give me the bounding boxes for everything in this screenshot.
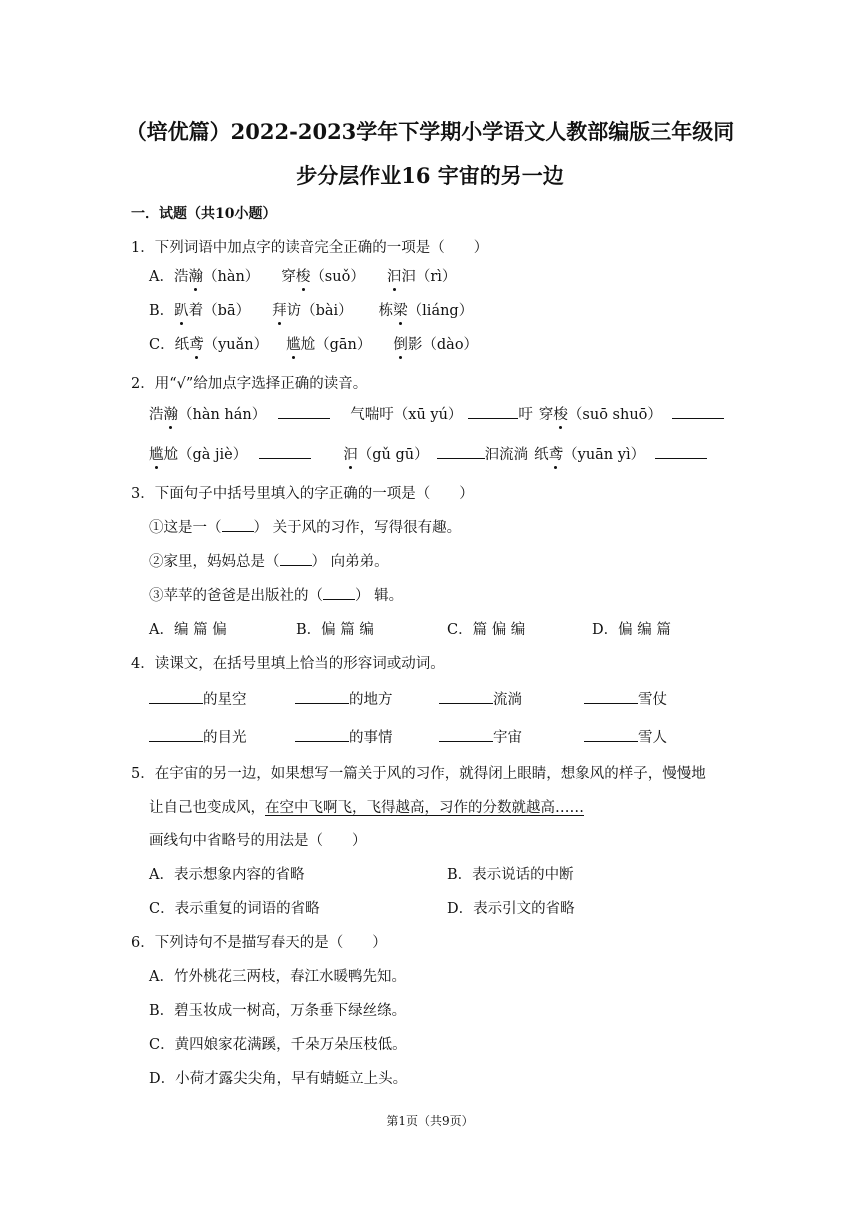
dotted-char: 尴: [286, 333, 301, 354]
answer-blank[interactable]: [259, 444, 311, 459]
answer-blank[interactable]: [295, 689, 349, 704]
q3-option-d: D．偏 编 篇: [592, 622, 671, 638]
q5-option-a: A．表示想象内容的省略: [149, 867, 305, 883]
dotted-char: 拜: [272, 299, 287, 320]
q6-option-d: D．小荷才露尖尖角，早有蜻蜓立上头。: [149, 1071, 408, 1087]
answer-blank[interactable]: [149, 727, 203, 742]
q3-sentence-2: ②家里，妈妈总是（ ） 向弟弟。: [149, 550, 389, 571]
underlined-sentence: 在空中飞啊飞，飞得越高，习作的分数就越高……: [265, 800, 584, 816]
answer-blank[interactable]: [222, 517, 254, 532]
q5-stem-line-1: 5．在宇宙的另一边，如果想写一篇关于风的习作，就得闭上眼睛，想象风的样子，慢慢地: [131, 766, 706, 782]
q5-question: 画线句中省略号的用法是（ ）: [149, 833, 367, 849]
q1-stem: 1．下列词语中加点字的读音完全正确的一项是（ ）: [131, 240, 489, 256]
q6-option-a: A．竹外桃花三两枝，春江水暖鸭先知。: [149, 969, 406, 985]
q4-row-1-item-4: 雪仗: [584, 688, 667, 709]
q4-row-1-item-2: 的地方: [295, 688, 393, 709]
dotted-char: 梭: [296, 265, 311, 286]
answer-blank[interactable]: [439, 727, 493, 742]
q3-option-a: A．编 篇 偏: [149, 622, 227, 638]
dotted-char: 尴: [149, 443, 164, 464]
answer-blank[interactable]: [584, 727, 638, 742]
q2-stem: 2．用“√”给加点字选择正确的读音。: [131, 376, 368, 392]
answer-blank[interactable]: [280, 551, 312, 566]
q3-option-c: C．篇 偏 编: [447, 622, 526, 638]
q3-sentence-3: ③苹苹的爸爸是出版社的（ ） 辑。: [149, 584, 403, 605]
answer-blank[interactable]: [323, 585, 355, 600]
q5-option-c: C．表示重复的词语的省略: [149, 901, 320, 917]
q2-row-1: 浩瀚（hàn hán） 气喘吁（xū yú） 吁 穿梭（suō shuō）: [149, 403, 724, 424]
dotted-char: 趴: [174, 299, 189, 320]
dotted-char: 瀚: [164, 403, 179, 424]
answer-blank[interactable]: [149, 689, 203, 704]
q1-option-c: C．纸鸢（yuǎn） 尴尬（gān） 倒影（dào）: [149, 333, 478, 354]
option-label: A．: [149, 269, 174, 285]
dotted-char: 汩: [343, 443, 358, 464]
answer-blank[interactable]: [468, 404, 518, 419]
dotted-char: 倒: [393, 333, 408, 354]
dotted-char: 鸢: [549, 443, 564, 464]
answer-blank[interactable]: [295, 727, 349, 742]
q4-row-2-item-1: 的目光: [149, 726, 247, 747]
q2-row-2: 尴尬（gà jiè） 汩（gǔ gū） 汩流淌 纸鸢（yuān yì）: [149, 443, 707, 464]
q5-stem-line-2: 让自己也变成风，在空中飞啊飞，飞得越高，习作的分数就越高……: [149, 800, 584, 816]
answer-blank[interactable]: [672, 404, 724, 419]
dotted-char: 梁: [393, 299, 408, 320]
page-footer: 第1页（共9页）: [386, 1114, 474, 1128]
doc-title-line-2: 步分层作业16 宇宙的另一边: [296, 163, 564, 188]
answer-blank[interactable]: [278, 404, 330, 419]
section-heading: 一．试题（共10小题）: [131, 206, 277, 222]
q6-stem: 6．下列诗句不是描写春天的是（ ）: [131, 935, 387, 951]
answer-blank[interactable]: [437, 444, 485, 459]
q3-option-b: B．偏 篇 编: [296, 622, 374, 638]
q5-option-b: B．表示说话的中断: [447, 867, 574, 883]
q6-option-c: C．黄四娘家花满蹊，千朵万朵压枝低。: [149, 1037, 407, 1053]
dotted-char: 瀚: [188, 265, 203, 286]
q4-row-2-item-3: 宇宙: [439, 726, 522, 747]
answer-blank[interactable]: [655, 444, 707, 459]
q4-row-2-item-4: 雪人: [584, 726, 667, 747]
dotted-char: 鸢: [189, 333, 204, 354]
option-label: B．: [149, 303, 175, 319]
q4-row-1-item-3: 流淌: [439, 688, 522, 709]
doc-title-line-1: （培优篇）2022-2023学年下学期小学语文人教部编版三年级同: [125, 119, 735, 144]
q1-option-a: A．浩瀚（hàn） 穿梭（suǒ） 汩汩（rì）: [149, 265, 456, 286]
q5-option-d: D．表示引文的省略: [447, 901, 575, 917]
answer-blank[interactable]: [439, 689, 493, 704]
dotted-char: 梭: [553, 403, 568, 424]
q4-stem: 4．读课文，在括号里填上恰当的形容词或动词。: [131, 656, 445, 672]
dotted-char: 汩: [387, 265, 402, 286]
q6-option-b: B．碧玉妆成一树高，万条垂下绿丝绦。: [149, 1003, 407, 1019]
q3-sentence-1: ①这是一（ ） 关于风的习作，写得很有趣。: [149, 516, 461, 537]
q4-row-1-item-1: 的星空: [149, 688, 247, 709]
q1-option-b: B．趴着（bā） 拜访（bài） 栋梁（liáng）: [149, 299, 473, 320]
q4-row-2-item-2: 的事情: [295, 726, 393, 747]
answer-blank[interactable]: [584, 689, 638, 704]
option-label: C．: [149, 337, 175, 353]
q3-stem: 3．下面句子中括号里填入的字正确的一项是（ ）: [131, 486, 474, 502]
